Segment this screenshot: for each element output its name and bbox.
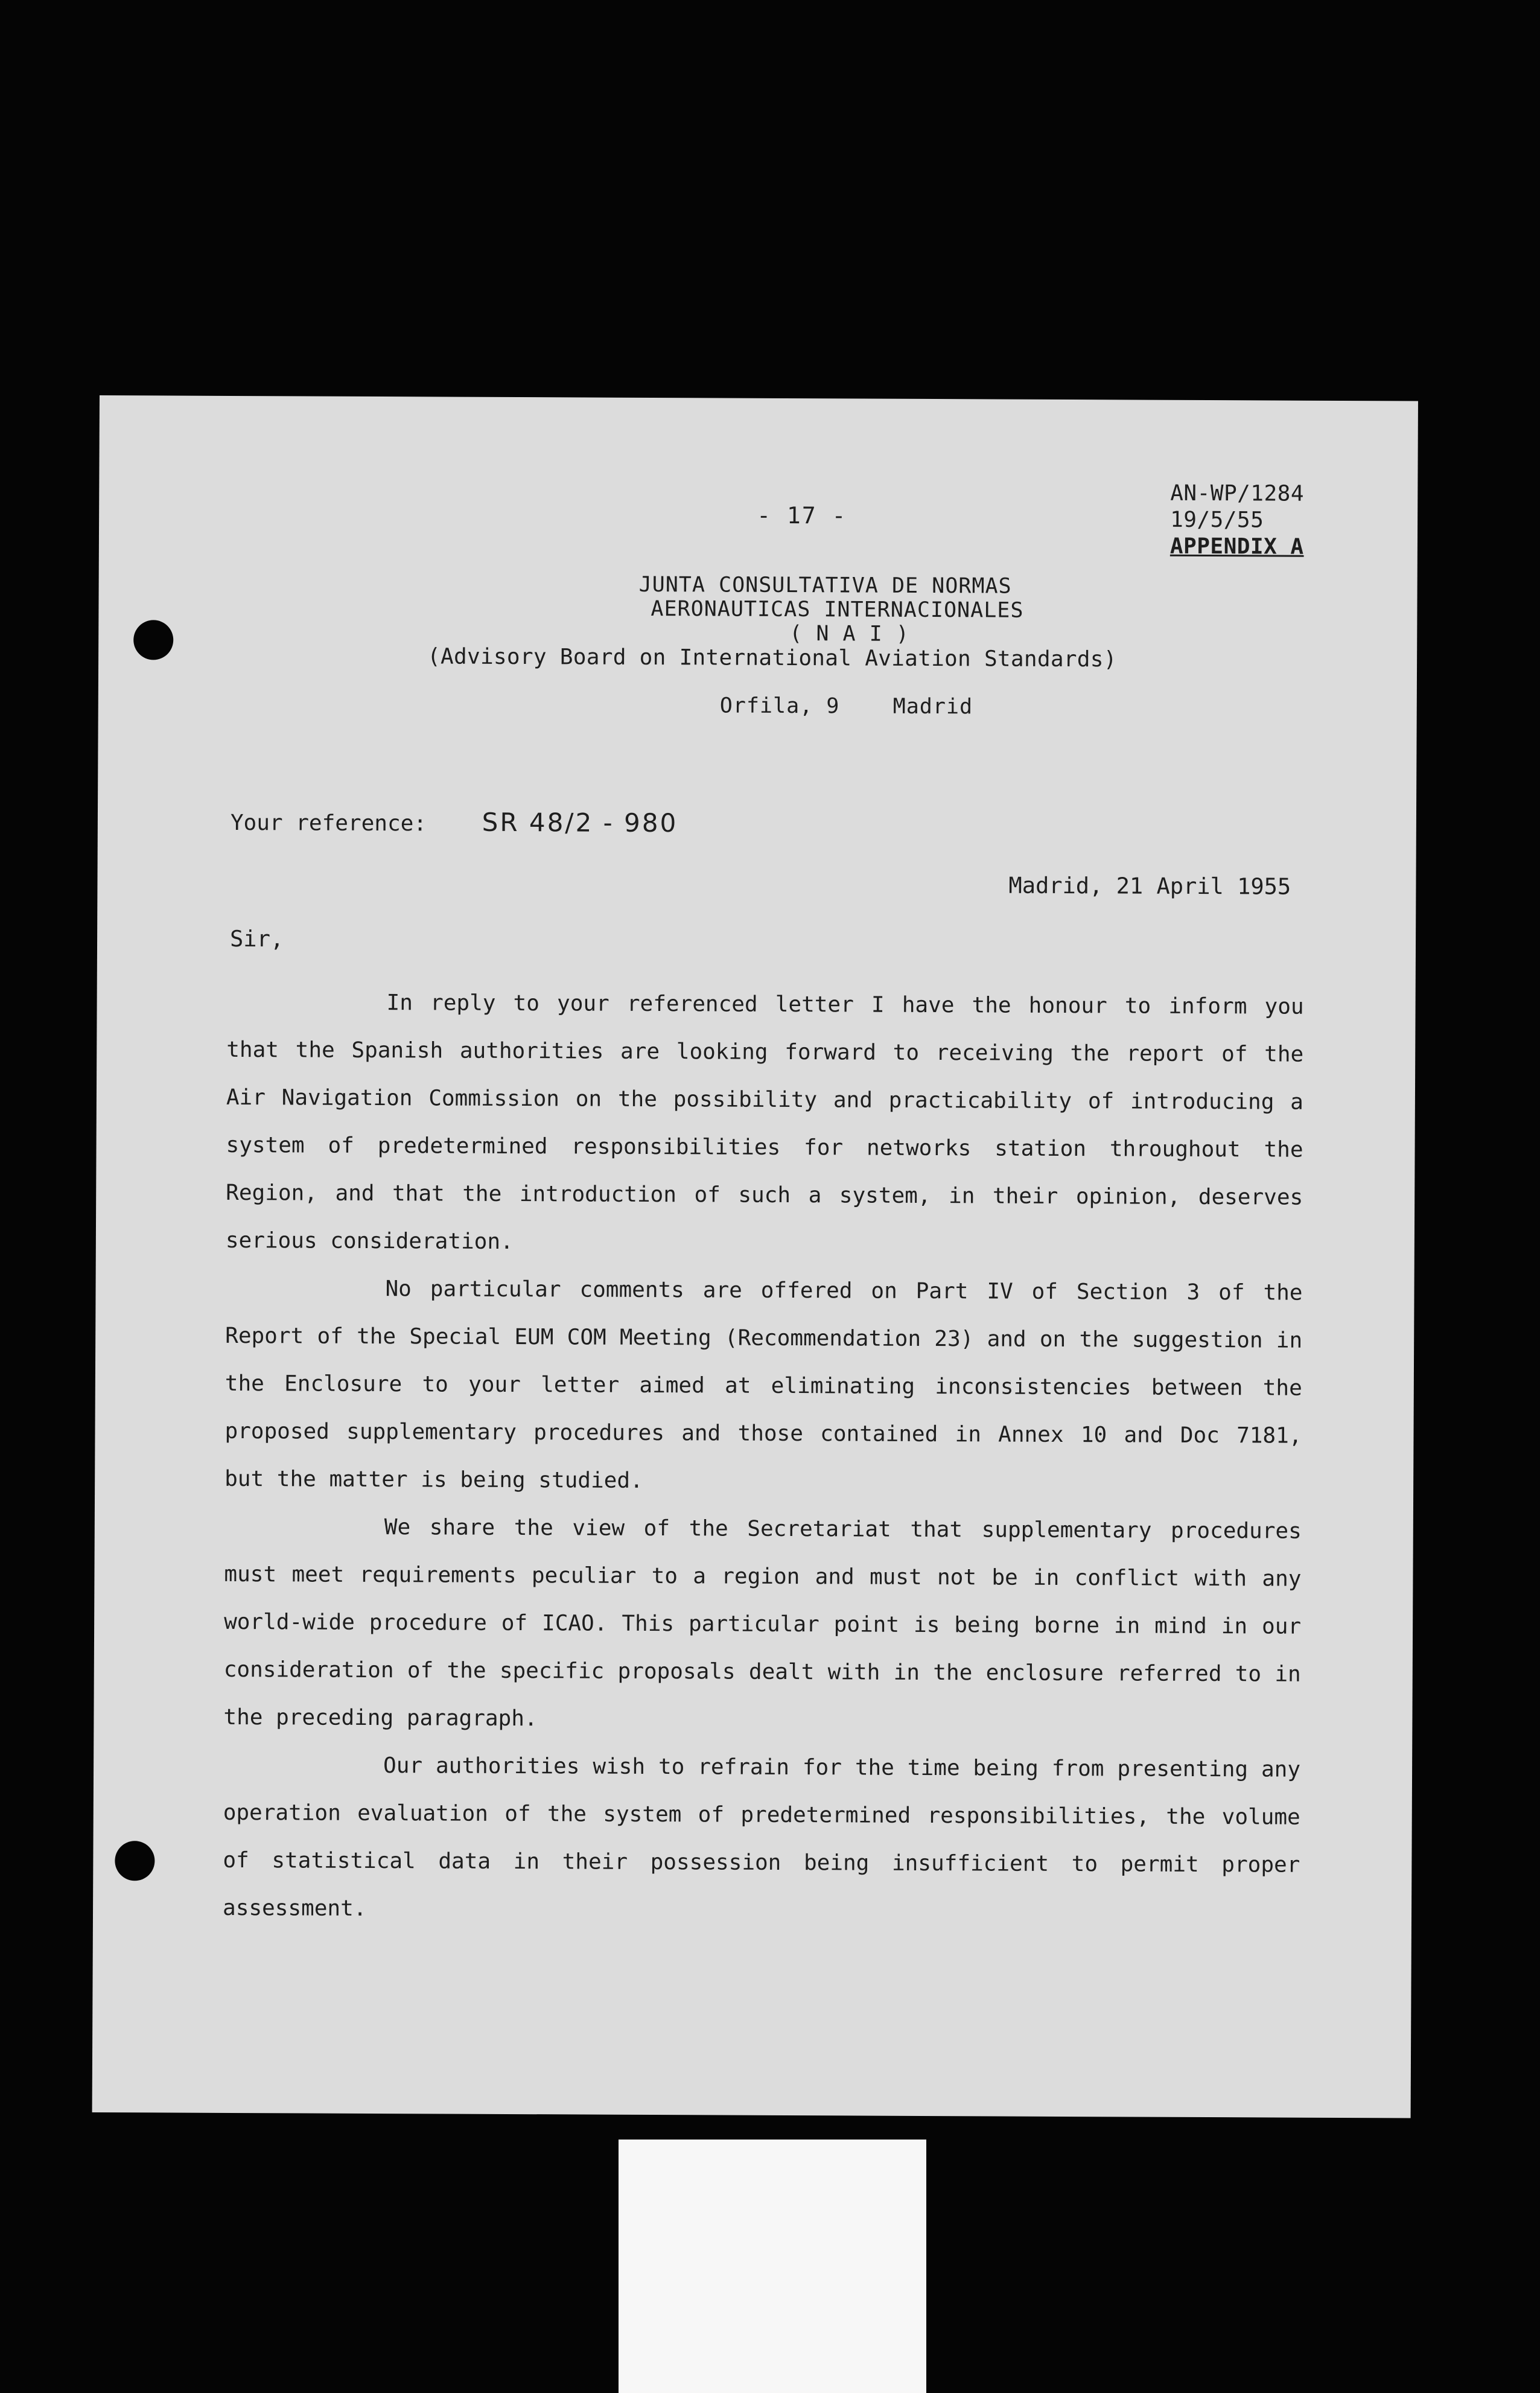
letterhead-line-4: (Advisory Board on International Aviation Standards) xyxy=(427,644,1117,672)
your-reference-label: Your reference: xyxy=(230,810,427,836)
salutation: Sir, xyxy=(229,925,284,952)
letterhead-line-2: AERONAUTICAS INTERNACIONALES xyxy=(651,596,1024,623)
document-page xyxy=(92,395,1418,2118)
punch-hole xyxy=(133,620,173,660)
your-reference-value: SR 48/2 - 980 xyxy=(482,807,678,838)
punch-hole xyxy=(115,1841,154,1881)
date-line: Madrid, 21 April 1955 xyxy=(1008,872,1291,900)
appendix-label: APPENDIX A xyxy=(1169,534,1304,559)
paragraph-2: No particular comments are offered on Part IV of Section 3 of the Report of the Special EUM COM Meeting (Recommendation 23) and on the suggestion in the Enclosure to your letter aimed at eliminating inconsistencies between the proposed supplementary procedures and those contained in Annex 10 and Doc 7181, but the matter is being studied. xyxy=(224,1276,1303,1493)
reference-block xyxy=(1170,480,1304,561)
letterhead-line-3: ( N A I ) xyxy=(789,621,910,646)
paragraph-4: Our authorities wish to refrain for the time being from presenting any operation evaluation of the system of predetermined responsibilities, the volume of statistical data in their possession being insufficient to permit proper assessment. xyxy=(222,1753,1301,1921)
paragraph-1: In reply to your referenced letter I have the honour to inform you that the Spanish authorities are looking forward to receiving the report of the Air Navigation Commission on the possibility and practicability of introducing a system of predetermined responsibilities for networks station throughout the Region, and that the introduction of such a system, in their opinion, deserves serious consideration. xyxy=(225,990,1304,1255)
paragraph-3: We share the view of the Secretariat that supplementary procedures must meet requirements peculiar to a region and must not be in conflict with any world-wide procedure of ICAO. This particular point is being borne in mind in our consideration of the specific proposals dealt with in the enclosure referred to in the preceding paragraph. xyxy=(223,1515,1302,1732)
letterhead-line-1: JUNTA CONSULTATIVA DE NORMAS xyxy=(638,572,1012,599)
doc-date: 19/5/55 xyxy=(1170,507,1264,533)
letter-body xyxy=(223,978,1304,1937)
page-number: - 17 - xyxy=(757,502,847,529)
blank-slip xyxy=(619,2140,926,2393)
letterhead-address: Orfila, 9 Madrid xyxy=(719,693,973,719)
doc-number: AN-WP/1284 xyxy=(1170,480,1305,506)
your-reference xyxy=(231,806,678,838)
